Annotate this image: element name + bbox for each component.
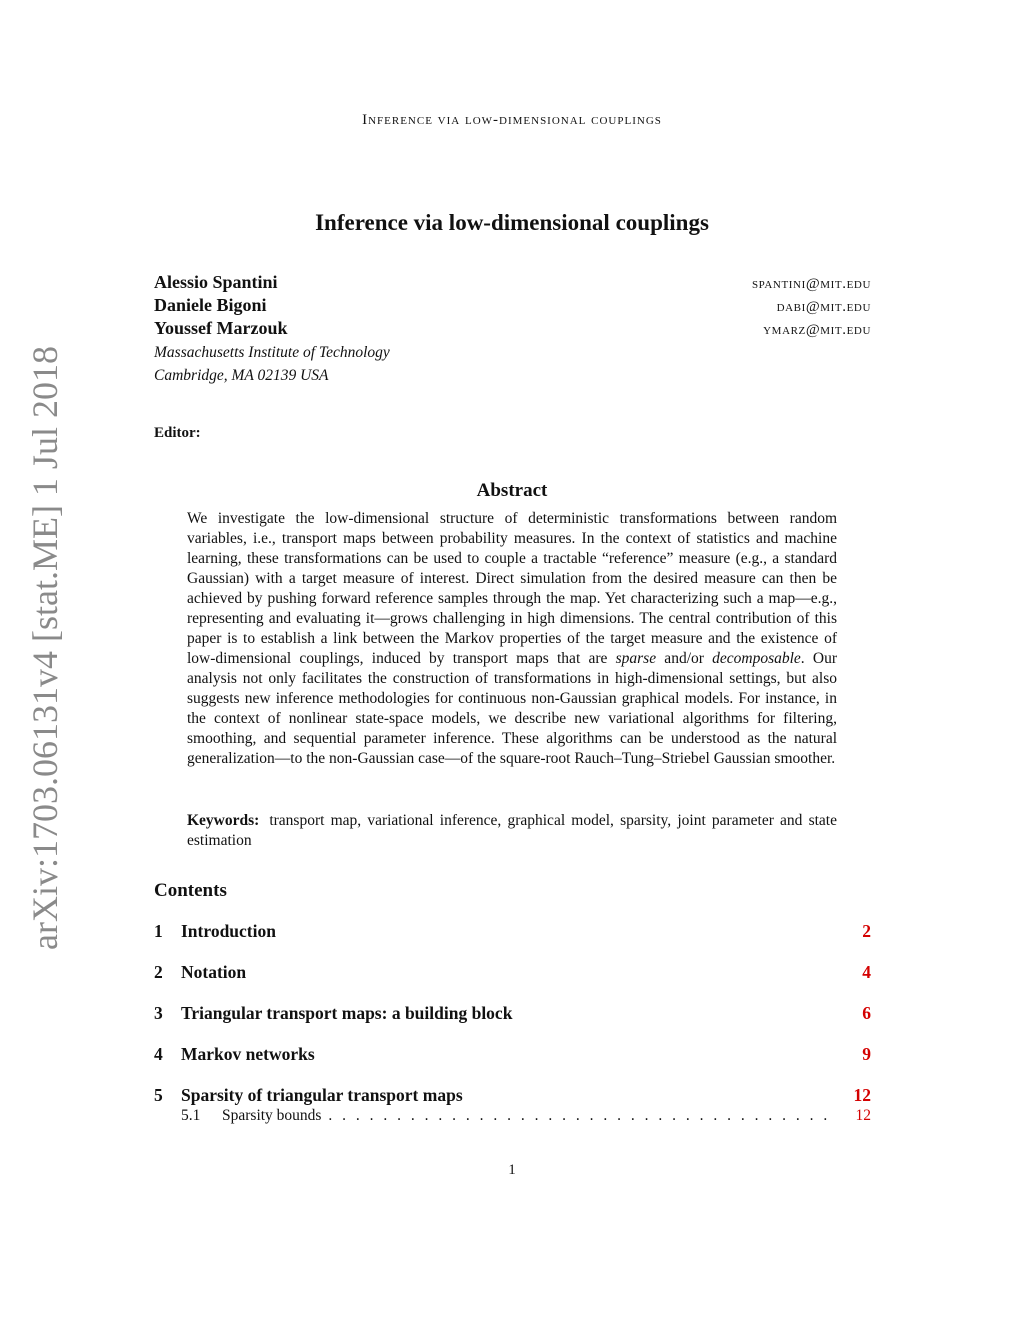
keywords-label: Keywords: (187, 812, 260, 829)
abstract-text-part2: . Our analysis not only facilitates the construction of transformations in high-dimensional settings, but also suggests new inference methodologies for continuous non-Gaussian graphical models. For instance, in the context of nonlinear state-space models, we describe new variational algorithms for filtering, smoothing, and sequential parameter inference. These algorithms can be understood as the natural generalization—to the non-Gaussian case—of the square-root Rauch–Tung–Striebel Gaussian smoother. (187, 650, 837, 767)
running-head: Inference via low-dimensional couplings (362, 112, 662, 128)
editor-label: Editor: (154, 425, 201, 441)
abstract-heading: Abstract (476, 480, 548, 501)
toc-number: 5.1 (181, 1107, 201, 1124)
toc-entry[interactable] (154, 962, 871, 1003)
toc-title: Sparsity of triangular transport maps (181, 1085, 463, 1105)
author-name: Alessio Spantini (154, 272, 278, 292)
author-email[interactable]: dabi@mit.edu (776, 299, 871, 315)
page-number: 1 (508, 1162, 516, 1178)
author-name: Youssef Marzouk (154, 318, 288, 338)
keywords-text: transport map, variational inference, graphical model, sparsity, joint parameter and state estimation (187, 812, 837, 849)
toc-title: Triangular transport maps: a building block (181, 1003, 513, 1023)
toc-page-link[interactable]: 9 (862, 1044, 871, 1064)
toc-title: Notation (181, 962, 247, 982)
toc-page-link[interactable]: 2 (862, 921, 871, 941)
toc-entry[interactable] (154, 1003, 871, 1044)
toc-page-link[interactable]: 12 (853, 1085, 871, 1105)
affiliation-institution: Massachusetts Institute of Technology (154, 344, 390, 361)
abstract-text-and-or: and/or (656, 650, 713, 667)
toc-number: 1 (154, 921, 163, 941)
abstract-emphasis-decomposable: decomposable (712, 650, 801, 667)
toc-number: 2 (154, 962, 163, 982)
author-block (154, 272, 871, 387)
abstract-emphasis-sparse: sparse (615, 650, 657, 667)
arxiv-stamp: arXiv:1703.06131v4 [stat.ME] 1 Jul 2018 (25, 346, 65, 950)
author-email[interactable]: ymarz@mit.edu (763, 322, 871, 338)
author-name: Daniele Bigoni (154, 295, 267, 315)
toc-entry[interactable] (154, 921, 871, 962)
table-of-contents (154, 921, 871, 1129)
author-row (154, 318, 871, 341)
toc-number: 3 (154, 1003, 163, 1023)
paper-title: Inference via low-dimensional couplings (315, 210, 709, 235)
toc-title: Sparsity bounds . . . (222, 1107, 831, 1125)
toc-title: Markov networks (181, 1044, 315, 1064)
author-row (154, 295, 871, 318)
affiliation-location: Cambridge, MA 02139 USA (154, 367, 329, 384)
author-email[interactable]: spantini@mit.edu (751, 276, 871, 292)
contents-heading: Contents (154, 880, 227, 901)
toc-title: Introduction (181, 921, 276, 941)
toc-page-link[interactable]: 12 (855, 1107, 871, 1124)
toc-entry[interactable] (154, 1044, 871, 1085)
toc-page-link[interactable]: 4 (862, 962, 871, 982)
toc-number: 5 (154, 1085, 163, 1105)
keywords (187, 811, 837, 851)
toc-subentry[interactable] (154, 1107, 871, 1129)
author-row (154, 272, 871, 295)
abstract-text-part1: We investigate the low-dimensional structure of deterministic transformations between random variables, i.e., transport maps between probability measures. In the context of statistics and machine learning, these transformations can be used to couple a tractable “reference” measure (e.g., a standard Gaussian) with a target measure of interest. Direct simulation from the desired measure can then be achieved by pushing forward reference samples through the map. Yet characterizing such a map—e.g., representing and evaluating it—grows challenging in high dimensions. The central contribution of this paper is to establish a link between the Markov properties of the target measure and the existence of low-dimensional couplings, induced by transport maps that are (187, 510, 837, 667)
toc-page-link[interactable]: 6 (862, 1003, 871, 1023)
abstract-text (187, 509, 837, 769)
toc-number: 4 (154, 1044, 163, 1064)
